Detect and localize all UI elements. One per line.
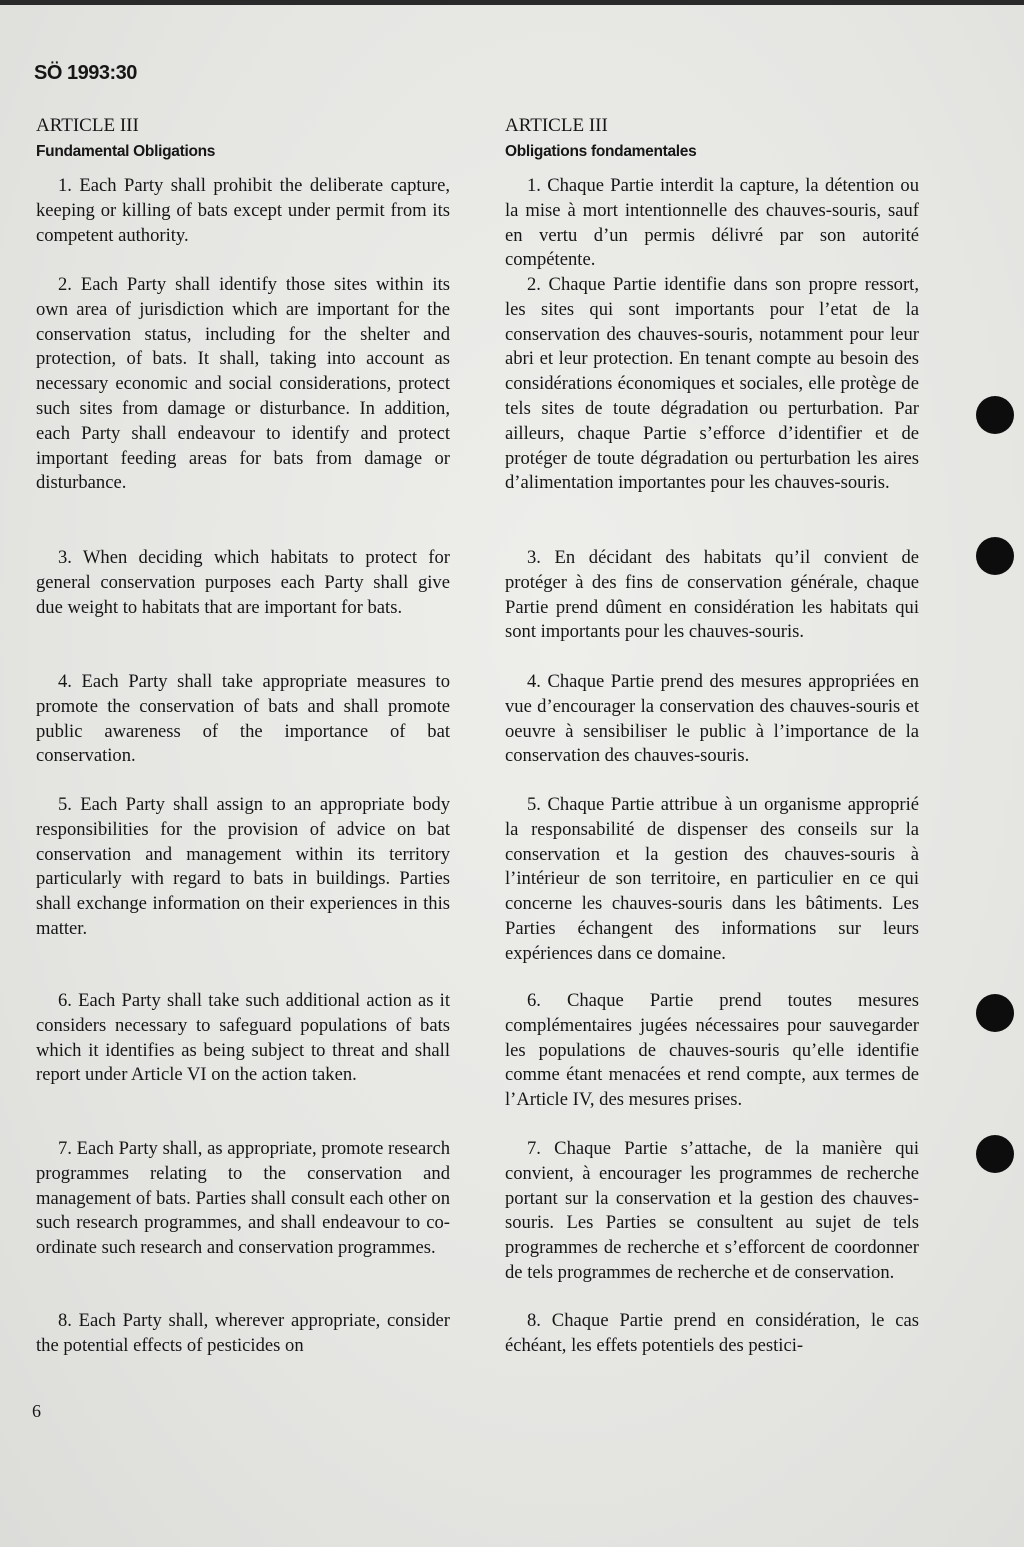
paragraph-6: 6. Each Party shall take such additional action as it considers necessary to safeguard populations of bats which it identifies as being subject to threat and shall report under Article VI on the action taken. bbox=[36, 990, 450, 1086]
article-heading: ARTICLE III bbox=[36, 115, 139, 136]
english-column bbox=[36, 114, 450, 1356]
paragraph-1: 1. Chaque Partie interdit la capture, la détention ou la mise à mort intentionnelle des chauves-souris, sauf en vertu d’un permis délivré par son autorité compétente. bbox=[505, 175, 919, 271]
top-edge-rule bbox=[0, 0, 1024, 5]
paragraph-2: 2. Each Party shall identify those sites within its own area of jurisdiction which are important for the conservation status, including for the shelter and protection, of bats. It shall, taking into account as necessary economic and social considerations, protect such sites from damage or disturbance. In addition, each Party shall endeavour to identify and protect important feeding areas for bats from damage or disturbance. bbox=[36, 274, 450, 494]
punch-hole-icon bbox=[976, 994, 1014, 1032]
paragraph-8: 8. Each Party shall, wherever appropriate, consider the potential effects of pesticides on bbox=[36, 1310, 450, 1356]
page-number: 6 bbox=[32, 1401, 41, 1421]
paragraph-4: 4. Each Party shall take appropriate measures to promote the conservation of bats and shall promote public awareness of the importance of bat conservation. bbox=[36, 671, 450, 767]
running-head: SÖ 1993:30 bbox=[34, 62, 137, 84]
paragraph-5: 5. Each Party shall assign to an appropriate body responsibilities for the provision of advice on bat conservation and management within its territory particularly with regard to bats in buildings. Parties shall exchange information on their experiences in this matter. bbox=[36, 794, 450, 939]
punch-hole-icon bbox=[976, 1135, 1014, 1173]
paragraph-4: 4. Chaque Partie prend des mesures appropriées en vue d’encourager la conservation des chauves-souris et oeuvre à sensibiliser le public à l’importance de la conservation des chauves-souris. bbox=[505, 671, 919, 767]
paragraph-2: 2. Chaque Partie identifie dans son propre ressort, les sites qui sont importants pour l’etat de la conservation des chauves-souris, notamment pour leur abri et leur protection. En tenant compte au besoin des considérations économiques et sociales, elle protège de tels sites de toute dégradation ou perturbation. Par ailleurs, chaque Partie s’efforce d’identifier et de protéger de toute dégradation ou perturbation les aires d’alimentation importantes pour les chauves-souris. bbox=[505, 274, 919, 494]
paragraph-7: 7. Each Party shall, as appropriate, promote research programmes relating to the conservation and management of bats. Parties shall consult each other on such research programmes, and shall endeavour to co-ordinate such research and conservation programmes. bbox=[36, 1138, 450, 1259]
article-subtitle: Obligations fondamentales bbox=[505, 143, 697, 160]
paragraph-1: 1. Each Party shall prohibit the deliberate capture, keeping or killing of bats except under permit from its competent authority. bbox=[36, 175, 450, 246]
punch-hole-icon bbox=[976, 537, 1014, 575]
paragraph-3: 3. When deciding which habitats to protect for general conservation purposes each Party shall give due weight to habitats that are important for bats. bbox=[36, 547, 450, 618]
article-subtitle: Fundamental Obligations bbox=[36, 143, 216, 160]
punch-hole-icon bbox=[976, 396, 1014, 434]
paragraph-3: 3. En décidant des habitats qu’il convient de protéger à des fins de conservation générale, chaque Partie prend dûment en considération les habitats qui sont importants pour les chauves-souris. bbox=[505, 547, 919, 643]
french-column bbox=[505, 114, 919, 1356]
paragraph-5: 5. Chaque Partie attribue à un organisme approprié la responsabilité de dispenser des conseils sur la conservation et la gestion des chauves-souris à l’intérieur de son territoire, en particulier en ce qui concerne les chauves-souris dans les bâtiments. Les Parties échangent des informations sur leurs expériences dans ce domaine. bbox=[505, 794, 919, 964]
paragraph-7: 7. Chaque Partie s’attache, de la manière qui convient, à encourager les programmes de recherche portant sur la conservation et la gestion des chauves-souris. Les Parties se consultent au sujet de tels programmes de recherche et s’efforcent de coordonner de tels programmes de recherche et de conservation. bbox=[505, 1138, 919, 1283]
paragraph-8: 8. Chaque Partie prend en considération, le cas échéant, les effets potentiels des pestici- bbox=[505, 1310, 919, 1356]
paragraph-6: 6. Chaque Partie prend toutes mesures complémentaires jugées nécessaires pour sauvegarder les populations de chauves-souris qu’elle identifie comme étant menacées et rend compte, aux termes de l’Article IV, des mesures prises. bbox=[505, 990, 919, 1111]
article-heading: ARTICLE III bbox=[505, 115, 608, 136]
